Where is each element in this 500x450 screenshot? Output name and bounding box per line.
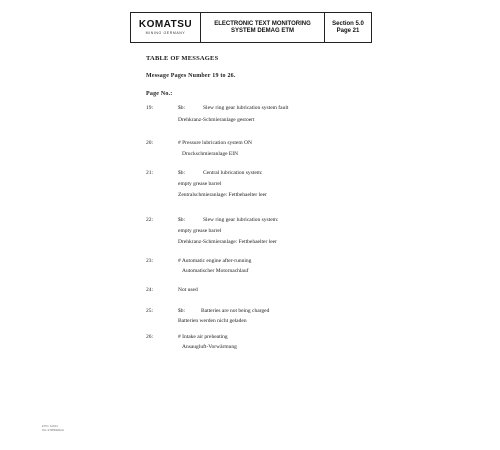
message-number: 21: bbox=[146, 170, 154, 176]
footer-line1: ETM • 1/2001 bbox=[42, 425, 58, 428]
logo-cell bbox=[131, 13, 201, 42]
message-text-de: Drehkranz-Schmieranlage gestoert bbox=[178, 117, 255, 123]
message-text-en: Not used bbox=[178, 287, 198, 293]
message-number: 20: bbox=[146, 140, 154, 146]
message-pages-subtitle: Message Pages Number 19 to 26. bbox=[146, 73, 236, 79]
message-code: $b: bbox=[178, 217, 186, 223]
header-title-line2: SYSTEM DEMAG ETM bbox=[230, 27, 294, 34]
section-number: Section 5.0 bbox=[332, 20, 364, 27]
message-text-en: # Pressure lubrication system ON bbox=[178, 140, 252, 146]
message-number: 19: bbox=[146, 105, 154, 111]
section-info bbox=[325, 13, 371, 42]
message-number: 23: bbox=[146, 258, 154, 264]
message-text-de: Automatischer Motornachlauf bbox=[182, 268, 249, 274]
message-number: 25: bbox=[146, 308, 154, 314]
table-title: TABLE OF MESSAGES bbox=[146, 55, 219, 62]
message-text-en-2: empty grease barrel bbox=[178, 228, 222, 234]
message-text-en: Slew ring gear lubrication system: bbox=[203, 217, 279, 223]
footer-line2: File: ETM5DEMAG bbox=[42, 429, 65, 432]
message-code: $b: bbox=[178, 170, 186, 176]
header-title-line1: ELECTRONIC TEXT MONITORING bbox=[214, 20, 311, 27]
message-number: 22: bbox=[146, 217, 154, 223]
message-number: 26: bbox=[146, 334, 154, 340]
message-text-en: Central lubrication system: bbox=[203, 170, 263, 176]
message-text-en: # Automatic engine after-running bbox=[178, 258, 252, 264]
page-number: Page 21 bbox=[336, 27, 360, 34]
message-code: $b: bbox=[178, 308, 186, 314]
message-text-de: Zentralschmieranlage: Fettbehaelter leer bbox=[178, 192, 267, 198]
message-text-en: Slew ring gear lubrication system fault bbox=[203, 105, 289, 111]
message-code: $b: bbox=[178, 105, 186, 111]
message-text-en: Batteries are not being charged bbox=[201, 308, 270, 314]
message-text-de: Drehkranz-Schmieranlage: Fettbehaelter leer bbox=[178, 239, 277, 245]
page-no-label: Page No.: bbox=[146, 91, 173, 97]
message-number: 24: bbox=[146, 287, 154, 293]
message-text-de: Batterien werden nicht geladen bbox=[178, 318, 247, 324]
document-header bbox=[130, 12, 372, 43]
message-text-de: Druckschmieranlage EIN bbox=[182, 151, 239, 157]
logo-subtitle: MINING GERMANY bbox=[145, 31, 186, 35]
message-text-en: # Intake air preheating bbox=[178, 334, 228, 340]
header-title bbox=[201, 13, 325, 42]
komatsu-logo: KOMATSU bbox=[138, 19, 193, 30]
message-text-de: Ansaugluft-Vorwärmung bbox=[182, 344, 237, 350]
message-text-en-2: empty grease barrel bbox=[178, 181, 222, 187]
